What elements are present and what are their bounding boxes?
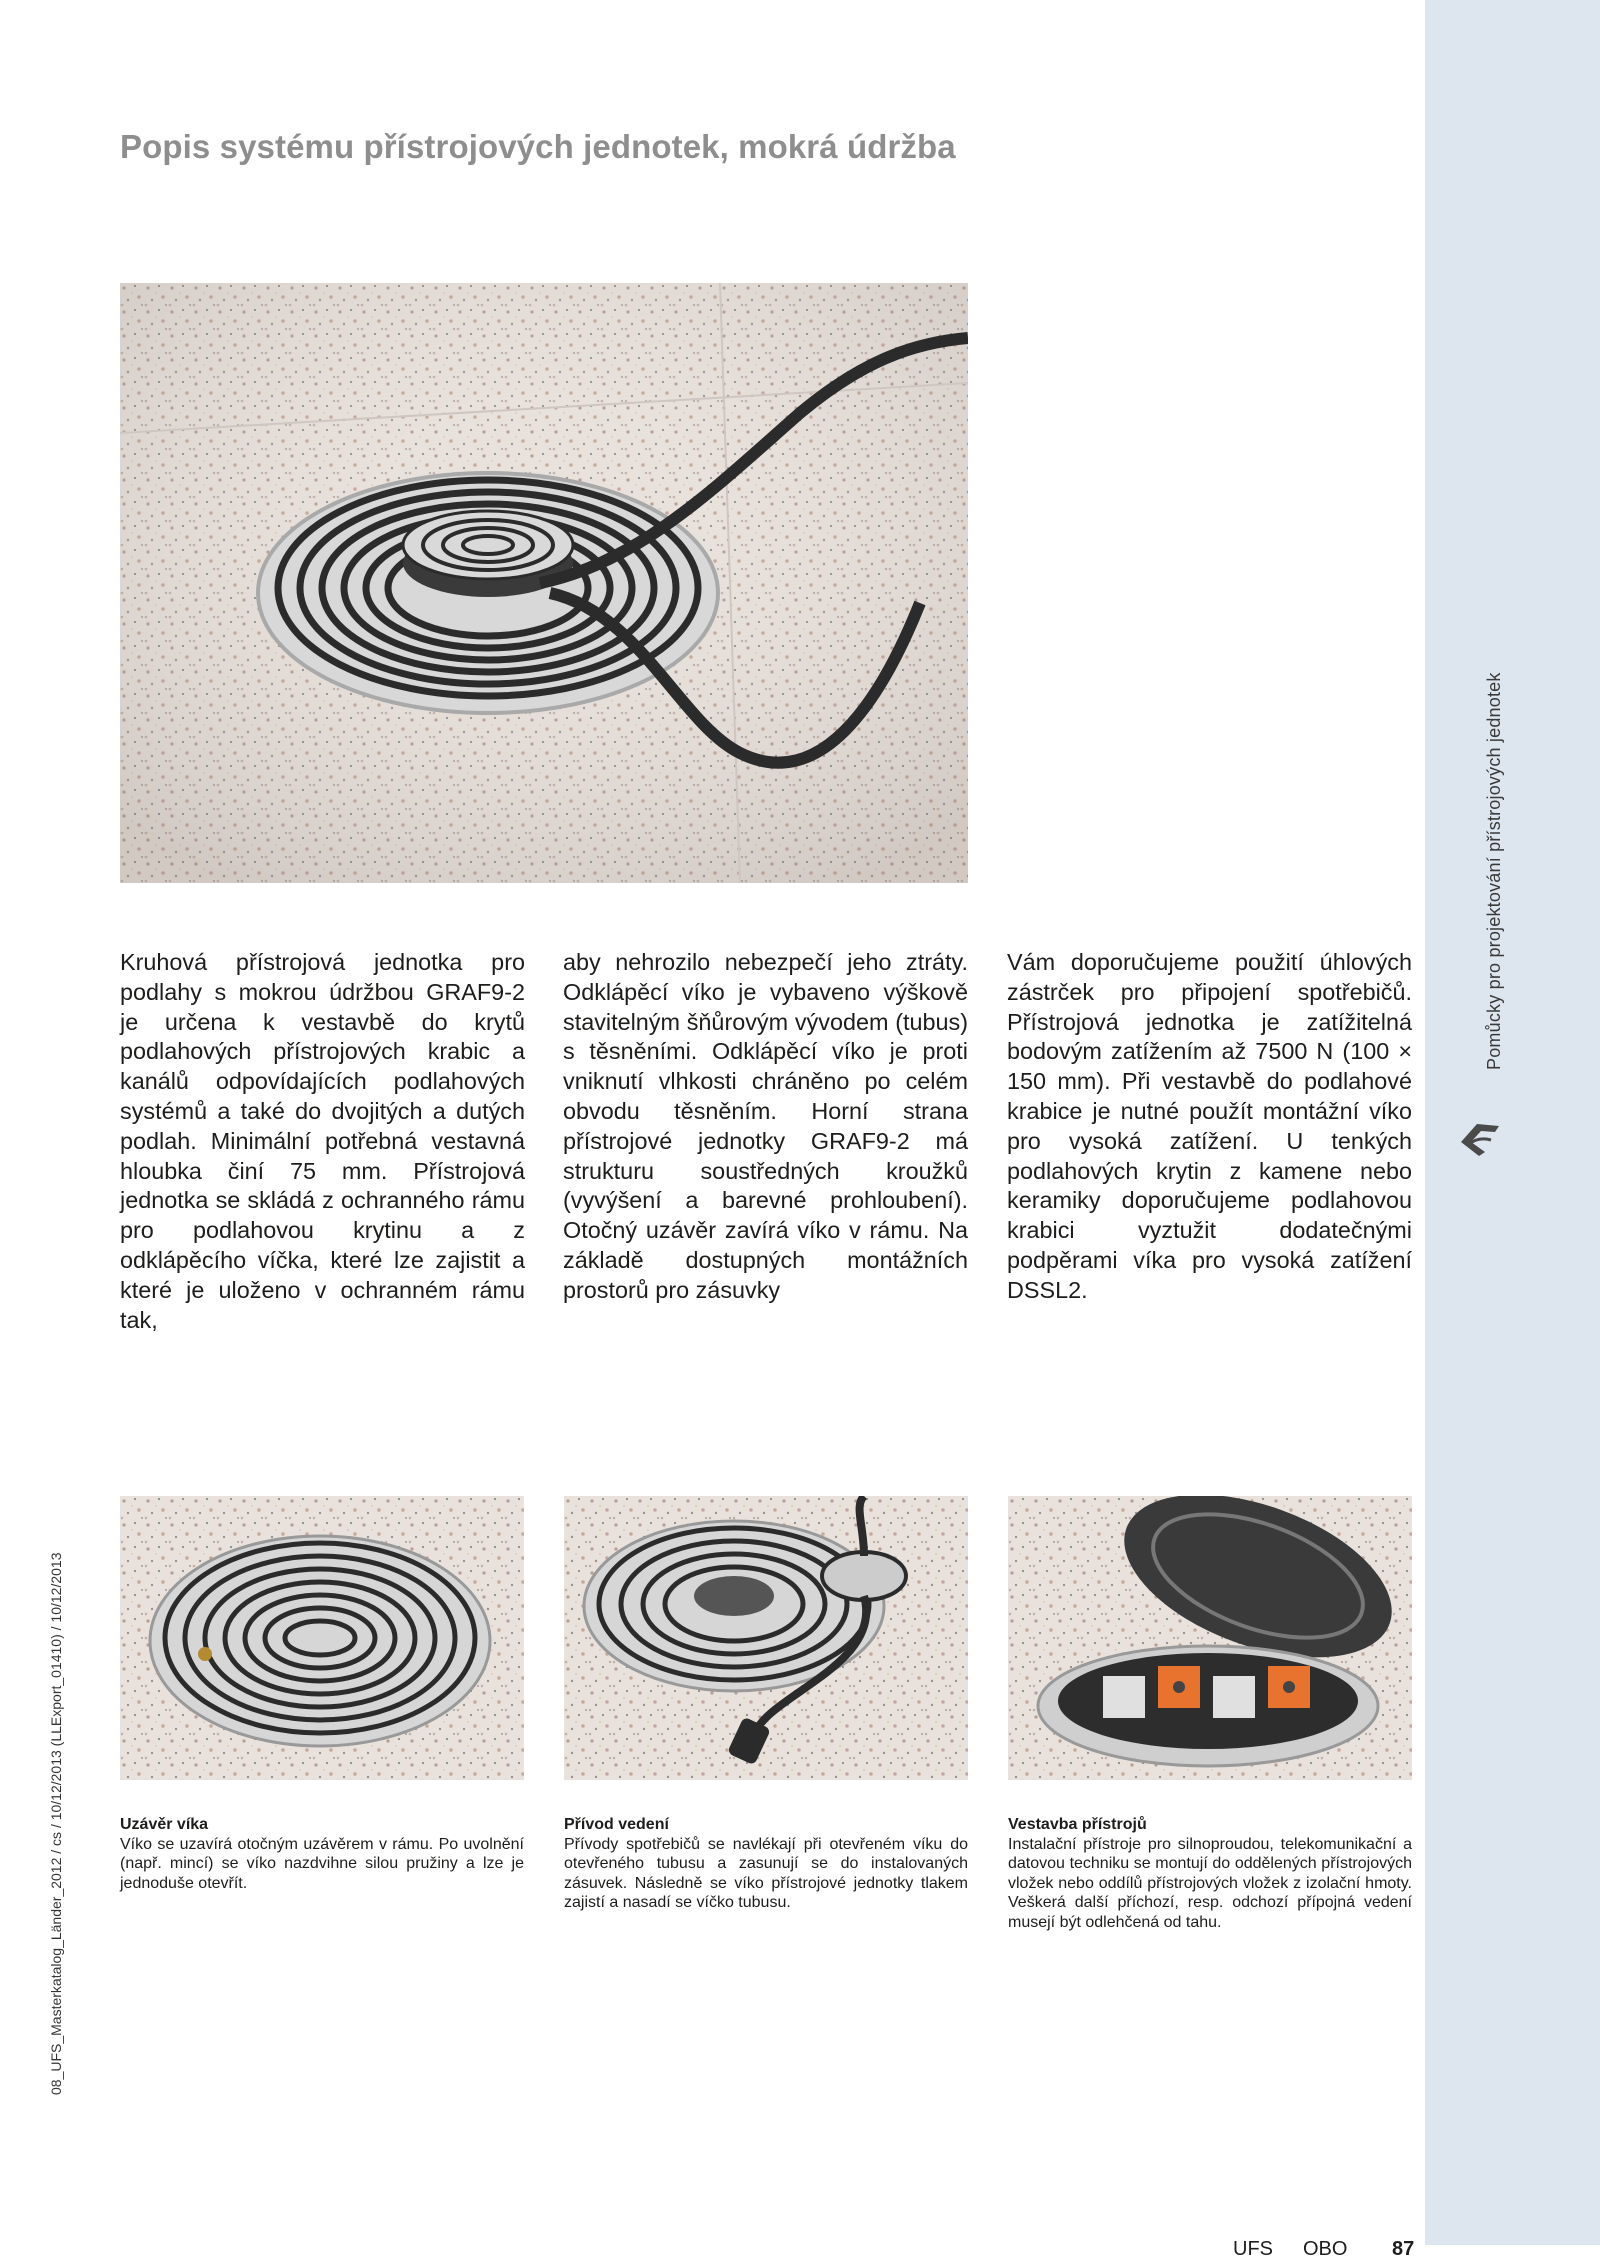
body-column-2: aby nehrozilo nebezpečí jeho ztráty. Odklápěcí víko je vybaveno výškově stavitelným šňůrovým vývodem (tubus) s těsněními. Odklápěcí víko je proti vniknutí vlhkosti chráněno po celém obvodu těsněním. Horní strana přístrojové jednotky GRAF9-2 má strukturu soustředných kroužků (vyvýšení a barevné prohloubení). Otočný uzávěr zavírá víko v rámu. Na základě dostupných montážních prostorů pro zásuvky — [563, 949, 968, 1303]
caption-device-installation — [1008, 1815, 1412, 1932]
photo-lid-closure — [120, 1496, 524, 1780]
caption-text: Víko se uzavírá otočným uzávěrem v rámu. Po uvolnění (např. mincí) se víko nazdvihne silou pružiny a lze je jednoduše otevřít. — [120, 1835, 524, 1892]
footer-brand-obo: OBO — [1303, 2238, 1348, 2260]
photo-cable-entry — [564, 1496, 968, 1780]
planning-aid-icon — [1455, 1112, 1505, 1162]
footer-brand-ufs: UFS — [1233, 2238, 1273, 2260]
caption-text: Instalační přístroje pro silnoproudou, telekomunikační a datovou techniku se montují do oddělených přístrojových vložek nebo oddílů přístrojových vložek z izolační hmoty. Veškerá další příchozí, resp. odchozí přípojná vedení musejí být odlehčená od tahu. — [1008, 1835, 1412, 1931]
sidebar-band — [1425, 0, 1600, 2245]
caption-heading: Uzávěr víka — [120, 1816, 209, 1833]
hero-product-photo — [120, 283, 968, 883]
page-number: 87 — [1392, 2238, 1415, 2260]
caption-text: Přívody spotřebičů se navlékají při otevřeném víku do otevřeného tubusu a zasunují se do instalovaných zásuvek. Následně se víko přístrojové jednotky tlakem zajistí a nasadí se víčko tubusu. — [564, 1835, 968, 1911]
document-meta-vertical: 08_UFS_Masterkatalog_Länder_2012 / cs / 10/12/2013 (LLExport_01410) / 10/12/2013 — [48, 1552, 64, 2095]
sidebar-section-label: Pomůcky pro projektování přístrojových jednotek — [1484, 672, 1504, 1070]
caption-lid-closure — [120, 1815, 524, 1893]
caption-heading: Vestavba přístrojů — [1008, 1816, 1147, 1833]
page-title: Popis systému přístrojových jednotek, mokrá údržba — [120, 128, 956, 165]
body-column-1: Kruhová přístrojová jednotka pro podlahy s mokrou údržbou GRAF9-2 je určena k vestavbě do krytů podlahových přístrojových krabic a kanálů odpovídajících podlahových systémů a také do dvojitých a dutých podlah. Minimální potřebná vestavná hloubka činí 75 mm. Přístrojová jednotka se skládá z ochranného rámu pro podlahovou krytinu a z odklápěcího víčka, které lze zajistit a které je uloženo v ochranném rámu tak, — [120, 949, 525, 1333]
body-column-3: Vám doporučujeme použití úhlových zástrček pro připojení spotřebičů. Přístrojová jednotka je zatížitelná bodovým zatížením až 7500 N (100 × 150 mm). Při vestavbě do podlahové krabice je nutné použít montážní víko pro vysoká zatížení. U tenkých podlahových krytin z kamene nebo keramiky doporučujeme podlahovou krabici vyztužit dodatečnými podpěrami víka pro vysoká zatížení DSSL2. — [1007, 949, 1412, 1303]
caption-heading: Přívod vedení — [564, 1816, 669, 1833]
caption-cable-entry — [564, 1815, 968, 1913]
photo-device-installation — [1008, 1496, 1412, 1780]
